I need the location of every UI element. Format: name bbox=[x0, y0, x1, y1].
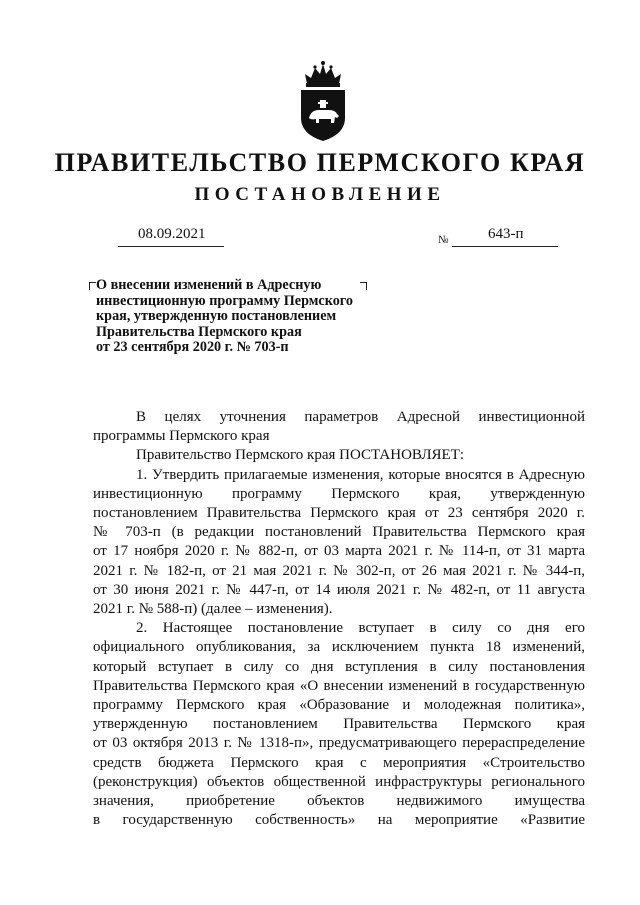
document-number: 643-п bbox=[488, 226, 524, 242]
body-line: Правительство Пермского края ПОСТАНОВЛЯЕТ: bbox=[136, 447, 465, 464]
body-line: в государственную собственность» на мероприятие «Развитие bbox=[93, 812, 585, 829]
body-line: программу Пермского края «Образование и молодежная политика», bbox=[93, 697, 585, 714]
body-line: № 703-п (в редакции постановлений Правительства Пермского края bbox=[93, 524, 585, 541]
body-line: инвестиционную программу Пермского края, утвержденную bbox=[93, 485, 585, 502]
body-line: 2. Настоящее постановление вступает в силу со дня его bbox=[136, 620, 585, 637]
subject-bracket-right bbox=[360, 282, 367, 290]
body-line: 2021 г. № 588-п) (далее – изменения). bbox=[93, 601, 333, 618]
body-line: 1. Утвердить прилагаемые изменения, которые вносятся в Адресную bbox=[136, 466, 585, 483]
body-line: постановлением Правительства Пермского края от 23 сентября 2020 г. bbox=[93, 505, 585, 522]
subject-line: Правительства Пермского края bbox=[96, 323, 302, 340]
document-body bbox=[93, 408, 585, 830]
document-type: ПОСТАНОВЛЕНИЕ bbox=[194, 184, 446, 205]
subject-bracket-left bbox=[89, 282, 96, 290]
body-line: утвержденную постановлением Правительства Пермского края bbox=[93, 716, 585, 733]
subject-line: инвестиционную программу Пермского bbox=[96, 292, 353, 309]
body-line: 2021 г. № 182-п, от 21 мая 2021 г. № 302-п, от 26 мая 2021 г. № 344-п, bbox=[93, 562, 585, 579]
body-line: Правительства Пермского края «О внесении изменений в государственную bbox=[93, 677, 585, 694]
number-sign: № bbox=[438, 234, 449, 246]
subject-line: края, утвержденную постановлением bbox=[96, 308, 337, 325]
body-line: который вступает в силу со дня вступления в силу постановления bbox=[93, 658, 585, 675]
body-line: значения, приобретение объектов недвижимого имущества bbox=[93, 793, 585, 810]
body-line: (реконструкция) объектов общественной инфраструктуры регионального bbox=[93, 773, 585, 790]
subject-line: от 23 сентября 2020 г. № 703-п bbox=[96, 339, 289, 356]
body-line: от 17 ноября 2020 г. № 882-п, от 03 марта 2021 г. № 114-п, от 31 марта bbox=[93, 543, 585, 560]
date-underline bbox=[118, 246, 224, 247]
document-date: 08.09.2021 bbox=[138, 226, 206, 242]
body-line: В целях уточнения параметров Адресной инвестиционной bbox=[136, 409, 585, 425]
body-line: средств бюджета Пермского края с мероприятия «Строительство bbox=[93, 754, 585, 771]
body-line: программы Пермского края bbox=[93, 428, 270, 445]
body-line: от 30 июня 2021 г. № 447-п, от 14 июля 2021 г. № 482-п, от 11 августа bbox=[93, 581, 585, 598]
number-underline bbox=[452, 246, 558, 247]
body-line: официального опубликования, за исключением пункта 18 изменений, bbox=[93, 639, 585, 656]
perm-krai-coat-of-arms-icon bbox=[297, 60, 349, 142]
subject-line: О внесении изменений в Адресную bbox=[96, 277, 322, 293]
body-line: от 03 октября 2013 г. № 1318-п», предусматривающего перераспределение bbox=[93, 735, 585, 752]
organization-title: ПРАВИТЕЛЬСТВО ПЕРМСКОГО КРАЯ bbox=[54, 148, 586, 177]
document-subject bbox=[96, 278, 353, 356]
